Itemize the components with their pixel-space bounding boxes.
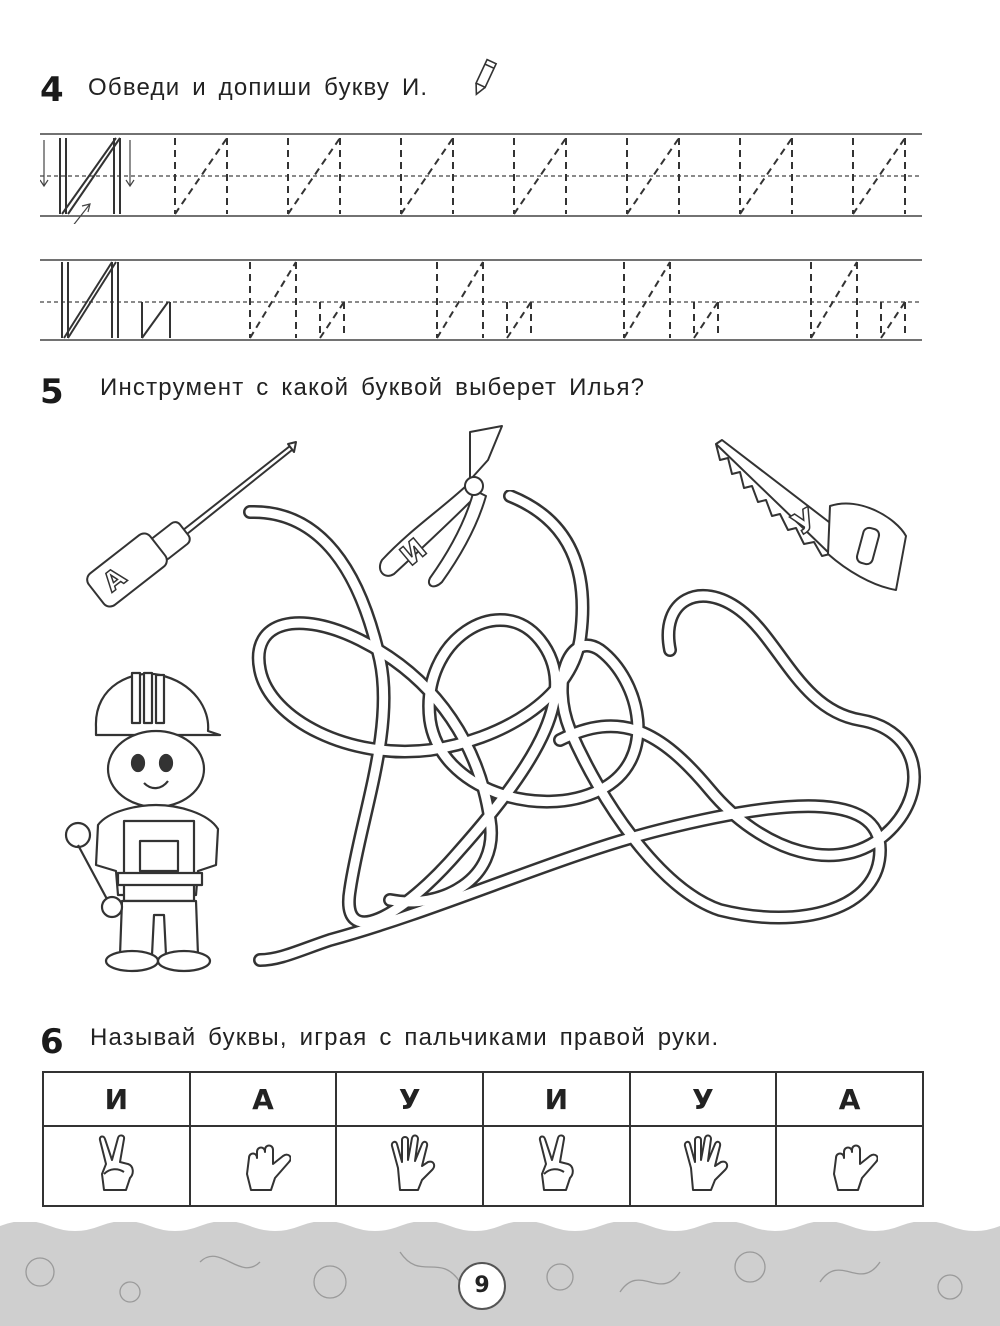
tracing-letters-Ии[interactable]	[250, 262, 905, 338]
hand-cell	[630, 1126, 777, 1206]
page-number: 9	[458, 1262, 506, 1310]
sample-letters-Ии	[62, 262, 170, 338]
writing-lines-uppercase[interactable]	[40, 128, 922, 224]
thumb-out-hand-icon	[235, 1134, 291, 1194]
hand-cell	[483, 1126, 630, 1206]
writing-lines-mixed[interactable]	[40, 254, 922, 346]
hand-cell	[43, 1126, 190, 1206]
task-5-number: 5	[40, 372, 64, 412]
task-6-instruction: Называй буквы, играя с пальчиками правой руки.	[90, 1024, 720, 1051]
letter-cell: А	[190, 1072, 337, 1126]
screwdriver-letter: А	[97, 562, 133, 599]
two-fingers-hand-icon	[528, 1134, 584, 1194]
pliers-letter: И	[393, 531, 433, 573]
two-fingers-hand-icon	[88, 1134, 144, 1194]
task-4-instruction: Обведи и допиши букву И.	[88, 74, 429, 101]
task-5-instruction: Инструмент с какой буквой выберет Илья?	[100, 374, 646, 401]
letter-cell: А	[776, 1072, 923, 1126]
letter-cell: У	[336, 1072, 483, 1126]
letter-cell: И	[43, 1072, 190, 1126]
finger-letters-table	[42, 1071, 924, 1207]
worker-boy-illustration	[48, 665, 228, 975]
letter-cell: И	[483, 1072, 630, 1126]
hand-cell	[776, 1126, 923, 1206]
saw-letter: У	[786, 501, 824, 544]
letter-cell: У	[630, 1072, 777, 1126]
pencil-icon	[470, 58, 498, 98]
thumb-out-hand-icon	[822, 1134, 878, 1194]
task-6-number: 6	[40, 1022, 64, 1062]
tangled-lines-maze[interactable]	[240, 490, 940, 980]
hand-cell	[336, 1126, 483, 1206]
task-4-number: 4	[40, 70, 64, 110]
open-palm-hand-icon	[675, 1134, 731, 1194]
hand-cell	[190, 1126, 337, 1206]
open-palm-hand-icon	[382, 1134, 438, 1194]
